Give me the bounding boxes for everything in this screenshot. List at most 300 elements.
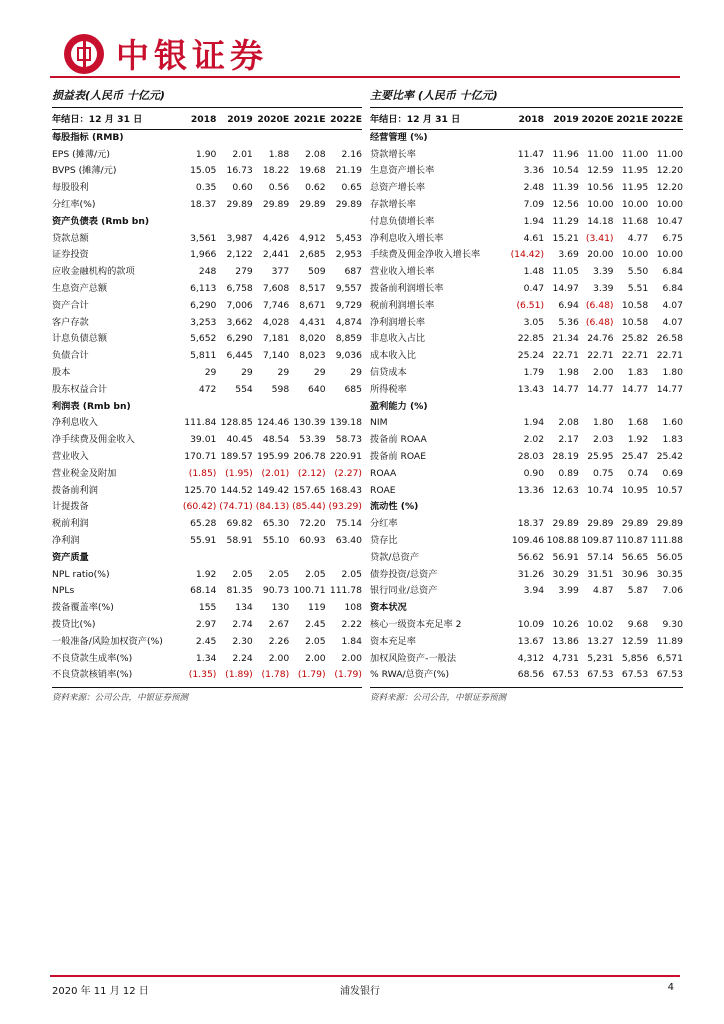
value-cell: 108.88 (546, 534, 579, 546)
row-label: 净利息收入增长率 (370, 232, 444, 244)
company-name: 浦发银行 (340, 986, 380, 997)
table-row (52, 499, 362, 516)
row-label: 净利润增长率 (370, 316, 426, 328)
value-cell: 0.60 (232, 182, 253, 194)
value-cell: 100.71 (293, 585, 326, 597)
row-label: 盈利能力 (%) (370, 400, 428, 412)
row-label: 拨备前利润 (52, 484, 98, 496)
row-label: 不良贷款生成率(%) (52, 652, 133, 664)
value-cell (253, 214, 289, 231)
row-label: 贷款增长率 (370, 148, 416, 160)
value-cell: 9,729 (335, 299, 362, 311)
key-ratios-panel (370, 88, 683, 703)
value-cell: 55.10 (262, 534, 290, 546)
table-row (52, 415, 362, 432)
value-cell: 65.30 (262, 518, 290, 530)
value-cell: 2.05 (341, 568, 362, 580)
table-row (52, 667, 362, 684)
value-cell: 10.95 (621, 484, 649, 496)
value-cell: 1.94 (523, 215, 545, 227)
value-cell: 5,231 (587, 652, 614, 664)
value-cell: 2.08 (305, 148, 326, 160)
row-label: 资产质量 (52, 551, 89, 563)
value-cell: (2.01) (261, 467, 290, 479)
row-label: 信贷成本 (370, 366, 407, 378)
value-cell: 2.16 (341, 148, 362, 160)
row-label: 年结日：12 月 31 日 (370, 112, 508, 129)
value-cell: (2.12) (297, 467, 326, 479)
value-cell: 12.20 (656, 165, 683, 177)
value-cell: 4,028 (262, 316, 290, 328)
table-row (52, 651, 362, 668)
value-cell: 22.71 (621, 350, 649, 362)
value-cell: 2019 (544, 112, 579, 129)
value-cell: 2.22 (341, 618, 362, 630)
row-label: 分红率(%) (52, 198, 96, 210)
value-cell: 5,811 (190, 350, 217, 362)
value-cell: 4,312 (517, 652, 545, 664)
table-row (370, 583, 683, 600)
value-cell: 8,671 (299, 299, 326, 311)
row-label: 年结日：12 月 31 日 (52, 112, 180, 129)
table-row (52, 147, 362, 164)
table-row (52, 600, 362, 617)
value-cell: 2.48 (523, 182, 545, 194)
value-cell: 0.35 (195, 182, 217, 194)
table-row (370, 533, 683, 550)
table-row (370, 281, 683, 298)
table-row (370, 348, 683, 365)
value-cell: 1.90 (195, 148, 217, 160)
value-cell: 29.89 (226, 198, 253, 210)
brand-name: 中银证券 (116, 36, 268, 75)
value-cell (544, 499, 579, 516)
report-date: 2020 年 11 月 12 日 (52, 986, 149, 997)
value-cell: 3.39 (593, 282, 614, 294)
table-row (370, 415, 683, 432)
value-cell: 4,912 (299, 232, 326, 244)
value-cell: 29 (241, 366, 253, 378)
value-cell: 25.47 (621, 450, 649, 462)
value-cell: 31.26 (517, 568, 545, 580)
value-cell: 206.78 (293, 450, 326, 462)
value-cell: 4.07 (662, 299, 683, 311)
value-cell: 2022E (648, 112, 683, 129)
value-cell: 11.00 (656, 148, 683, 160)
value-cell: 1.92 (195, 568, 217, 580)
value-cell: 220.91 (329, 450, 362, 462)
row-label: 计提拨备 (52, 501, 89, 513)
value-cell: 10.54 (552, 165, 579, 177)
value-cell: 6.84 (662, 282, 683, 294)
table-row (370, 365, 683, 382)
value-cell: 13.43 (517, 383, 545, 395)
value-cell: 29.89 (621, 518, 649, 530)
value-cell: 2.01 (232, 148, 253, 160)
value-cell (289, 550, 325, 567)
row-label: 资产负债表 (Rmb bn) (52, 215, 150, 227)
table-row (370, 432, 683, 449)
table-row (52, 180, 362, 197)
value-cell: 29 (277, 366, 290, 378)
value-cell: 60.93 (299, 534, 326, 546)
row-label: 不良贷款核销率(%) (52, 669, 133, 681)
value-cell: 1.83 (662, 434, 683, 446)
row-label: 客户存款 (52, 316, 89, 328)
value-cell: 3.05 (523, 316, 545, 328)
row-label: 拨备前利润增长率 (370, 282, 444, 294)
value-cell (614, 129, 649, 146)
value-cell: 4,874 (335, 316, 362, 328)
value-cell: 56.05 (656, 551, 683, 563)
value-cell: 109.46 (511, 534, 545, 546)
value-cell (544, 399, 579, 416)
value-cell: 75.14 (335, 518, 362, 530)
header-rule (50, 76, 680, 78)
table-row (370, 567, 683, 584)
section-header-row (370, 129, 683, 146)
value-cell: 0.90 (523, 467, 545, 479)
value-cell: 30.29 (552, 568, 579, 580)
value-cell: 1.88 (268, 148, 290, 160)
value-cell: (1.79) (334, 669, 362, 681)
section-header-row (370, 600, 683, 617)
value-cell: 10.00 (656, 198, 683, 210)
value-cell: 5.51 (627, 282, 649, 294)
value-cell: 149.42 (257, 484, 290, 496)
value-cell: 10.00 (621, 249, 649, 261)
section-header-row (370, 399, 683, 416)
table-row (52, 264, 362, 281)
table-row (370, 180, 683, 197)
table-row (370, 449, 683, 466)
bank-of-china-logo-icon (64, 34, 104, 74)
value-cell: 8,517 (299, 282, 326, 294)
value-cell: 3.36 (523, 165, 545, 177)
value-cell: 1.80 (593, 417, 614, 429)
row-label: 拨贷比(%) (52, 618, 96, 630)
value-cell: 67.53 (587, 669, 614, 681)
table-row (52, 432, 362, 449)
table-row (52, 163, 362, 180)
value-cell: 0.65 (341, 182, 362, 194)
value-cell: 2021E (614, 112, 649, 129)
value-cell: 28.19 (552, 450, 579, 462)
row-label: 分红率 (370, 518, 398, 530)
value-cell: 1.98 (558, 366, 579, 378)
table-row (370, 550, 683, 567)
value-cell: 130.39 (293, 417, 326, 429)
row-label: NPL ratio(%) (52, 568, 110, 580)
value-cell: 7,181 (262, 333, 290, 345)
row-label: 税前利润增长率 (370, 299, 435, 311)
value-cell: 2.03 (593, 434, 614, 446)
brand-logo (64, 30, 268, 77)
table-row (52, 449, 362, 466)
value-cell: 29.89 (587, 518, 614, 530)
value-cell: 20.00 (587, 249, 614, 261)
value-cell: 58.91 (226, 534, 253, 546)
value-cell: 189.57 (220, 450, 253, 462)
value-cell (508, 499, 544, 516)
value-cell: 111.88 (650, 534, 683, 546)
value-cell: 22.71 (656, 350, 683, 362)
value-cell: 0.62 (305, 182, 326, 194)
table-row (370, 667, 683, 684)
value-cell: 68.14 (190, 585, 217, 597)
value-cell: 6,290 (226, 333, 253, 345)
value-cell: 55.91 (190, 534, 217, 546)
row-label: 生息资产增长率 (370, 165, 435, 177)
value-cell (579, 499, 614, 516)
table-row (370, 651, 683, 668)
value-cell: 67.53 (656, 669, 683, 681)
income-statement-title: 损益表(人民币 十亿元) (52, 89, 165, 102)
value-cell: 2,122 (226, 249, 253, 261)
value-cell (579, 600, 614, 617)
value-cell: 13.86 (552, 635, 579, 647)
value-cell (180, 550, 216, 567)
row-label: 加权风险资产-一般法 (370, 652, 457, 664)
row-label: 流动性 (%) (370, 501, 419, 513)
value-cell: 14.77 (587, 383, 614, 395)
value-cell (326, 214, 362, 231)
value-cell: 109.87 (581, 534, 614, 546)
value-cell (180, 129, 216, 146)
value-cell: 11.47 (517, 148, 545, 160)
section-header-row (52, 214, 362, 231)
value-cell: 3,253 (190, 316, 217, 328)
section-header-row (52, 550, 362, 567)
row-label: ROAE (370, 484, 396, 496)
value-cell (289, 399, 325, 416)
value-cell: 29.89 (299, 198, 326, 210)
table-row (52, 247, 362, 264)
table-row (52, 331, 362, 348)
value-cell: 0.47 (523, 282, 545, 294)
row-label: 营业收入 (52, 450, 89, 462)
row-label: % RWA/总资产(%) (370, 669, 450, 681)
value-cell (648, 600, 683, 617)
value-cell: 11.00 (621, 148, 649, 160)
row-label: 银行同业/总资产 (370, 585, 438, 597)
value-cell: 2018 (508, 112, 544, 129)
row-label: 贷款/总资产 (370, 551, 420, 563)
row-label: 净利润 (52, 534, 80, 546)
value-cell: 30.35 (656, 568, 683, 580)
row-label: BVPS (摊薄/元) (52, 165, 117, 177)
value-cell: 72.20 (299, 518, 326, 530)
value-cell: 2.45 (195, 635, 217, 647)
value-cell: 25.82 (621, 333, 649, 345)
value-cell: 377 (271, 266, 290, 278)
value-cell: 8,023 (299, 350, 326, 362)
value-cell (216, 399, 252, 416)
table-row (52, 281, 362, 298)
value-cell: 11.39 (552, 182, 579, 194)
value-cell: (1.79) (297, 669, 326, 681)
value-cell: 18.37 (517, 518, 545, 530)
value-cell: 8,020 (299, 333, 326, 345)
value-cell: 5.50 (627, 266, 649, 278)
value-cell: 2.05 (268, 568, 290, 580)
value-cell: 10.26 (552, 618, 579, 630)
table-row (52, 466, 362, 483)
value-cell: 15.05 (190, 165, 217, 177)
value-cell: 3.99 (558, 585, 579, 597)
value-cell: 25.24 (517, 350, 545, 362)
value-cell: 640 (308, 383, 326, 395)
value-cell: 7,006 (226, 299, 253, 311)
table-row (370, 231, 683, 248)
value-cell: 1.79 (523, 366, 545, 378)
value-cell: 2021E (289, 112, 325, 129)
value-cell: 21.34 (552, 333, 579, 345)
value-cell: (93.29) (328, 501, 362, 513)
value-cell: 56.62 (517, 551, 545, 563)
value-cell: 124.46 (257, 417, 290, 429)
table-row (52, 348, 362, 365)
value-cell: 12.56 (552, 198, 579, 210)
value-cell: 9.30 (662, 618, 683, 630)
value-cell: 10.56 (587, 182, 614, 194)
value-cell: 2,685 (299, 249, 326, 261)
value-cell: 130 (271, 602, 290, 614)
row-label: NIM (370, 417, 388, 429)
table-row (370, 298, 683, 315)
value-cell: 14.77 (621, 383, 649, 395)
value-cell: (85.44) (292, 501, 326, 513)
income-statement-panel (52, 88, 362, 703)
value-cell: 4.07 (662, 316, 683, 328)
value-cell: 6.84 (662, 266, 683, 278)
value-cell: 8,859 (335, 333, 362, 345)
value-cell: 554 (235, 383, 253, 395)
value-cell: 21.19 (335, 165, 362, 177)
value-cell: 7,608 (262, 282, 290, 294)
table-row (370, 197, 683, 214)
value-cell: 111.78 (329, 585, 362, 597)
value-cell (289, 214, 325, 231)
value-cell: 155 (198, 602, 217, 614)
table-row (370, 516, 683, 533)
row-label: 净手续费及佣金收入 (52, 434, 135, 446)
value-cell: 29.89 (262, 198, 290, 210)
value-cell: (6.51) (516, 299, 545, 311)
row-label: 每股指标 (RMB) (52, 131, 124, 143)
value-cell: 5,453 (335, 232, 362, 244)
table-row (52, 617, 362, 634)
value-cell: 29 (313, 366, 326, 378)
value-cell: 125.70 (184, 484, 217, 496)
value-cell: 598 (271, 383, 290, 395)
value-cell: 6,290 (190, 299, 217, 311)
value-cell: 1.83 (627, 366, 649, 378)
row-label: 利润表 (Rmb bn) (52, 400, 131, 412)
value-cell: 29 (350, 366, 362, 378)
table-row (52, 365, 362, 382)
value-cell: 5.36 (558, 316, 579, 328)
value-cell (648, 399, 683, 416)
value-cell: (2.27) (334, 467, 362, 479)
income-statement-table (52, 112, 362, 684)
value-cell: 24.76 (587, 333, 614, 345)
income-source-note: 资料来源：公司公告，中银证券预测 (52, 687, 362, 703)
value-cell: 4.77 (627, 232, 649, 244)
value-cell: 11.95 (621, 165, 649, 177)
value-cell: 29 (204, 366, 217, 378)
value-cell: 2.26 (268, 635, 290, 647)
value-cell: 157.65 (293, 484, 326, 496)
table-row (52, 583, 362, 600)
row-label: 存款增长率 (370, 198, 416, 210)
table-row (370, 634, 683, 651)
value-cell (614, 399, 649, 416)
value-cell: 53.39 (299, 434, 326, 446)
value-cell: 6,445 (226, 350, 253, 362)
row-label: 证券投资 (52, 249, 89, 261)
row-label: 税前利润 (52, 518, 89, 530)
value-cell: 10.02 (587, 618, 614, 630)
value-cell: 56.65 (621, 551, 649, 563)
table-header-row (370, 112, 683, 129)
row-label: 经营管理 (%) (370, 131, 428, 143)
row-label: 资本状况 (370, 602, 407, 614)
value-cell: 134 (235, 602, 253, 614)
value-cell: 3.39 (593, 266, 614, 278)
value-cell: 1,966 (190, 249, 217, 261)
value-cell: 1.92 (627, 434, 649, 446)
value-cell (544, 600, 579, 617)
table-row (370, 483, 683, 500)
value-cell: 12.59 (621, 635, 649, 647)
value-cell: (74.71) (219, 501, 253, 513)
row-label: NPLs (52, 585, 75, 597)
table-row (52, 197, 362, 214)
value-cell: 2.08 (558, 417, 579, 429)
value-cell: 2020E (579, 112, 614, 129)
value-cell: 40.45 (226, 434, 253, 446)
value-cell: 144.52 (220, 484, 253, 496)
value-cell: 26.58 (656, 333, 683, 345)
value-cell (326, 129, 362, 146)
value-cell: 2018 (180, 112, 216, 129)
value-cell: 2.05 (305, 568, 326, 580)
row-label: 一般准备/风险加权资产(%) (52, 635, 163, 647)
value-cell: 14.97 (552, 282, 579, 294)
value-cell (579, 399, 614, 416)
value-cell: 13.67 (517, 635, 545, 647)
value-cell: 2.74 (232, 618, 253, 630)
value-cell (508, 129, 544, 146)
value-cell: 28.03 (517, 450, 545, 462)
value-cell: 22.71 (587, 350, 614, 362)
value-cell: 69.82 (226, 518, 253, 530)
row-label: 核心一级资本充足率 2 (370, 618, 462, 630)
value-cell: 29.89 (552, 518, 579, 530)
value-cell: 1.84 (341, 635, 362, 647)
key-ratios-table (370, 112, 683, 684)
footer-rule (50, 975, 680, 977)
value-cell: 0.56 (268, 182, 290, 194)
value-cell: 0.69 (662, 467, 683, 479)
value-cell: 2.02 (523, 434, 545, 446)
value-cell: 2.00 (593, 366, 614, 378)
value-cell: 25.95 (587, 450, 614, 462)
row-label: 生息资产总额 (52, 282, 108, 294)
value-cell: 18.37 (190, 198, 217, 210)
value-cell (648, 129, 683, 146)
